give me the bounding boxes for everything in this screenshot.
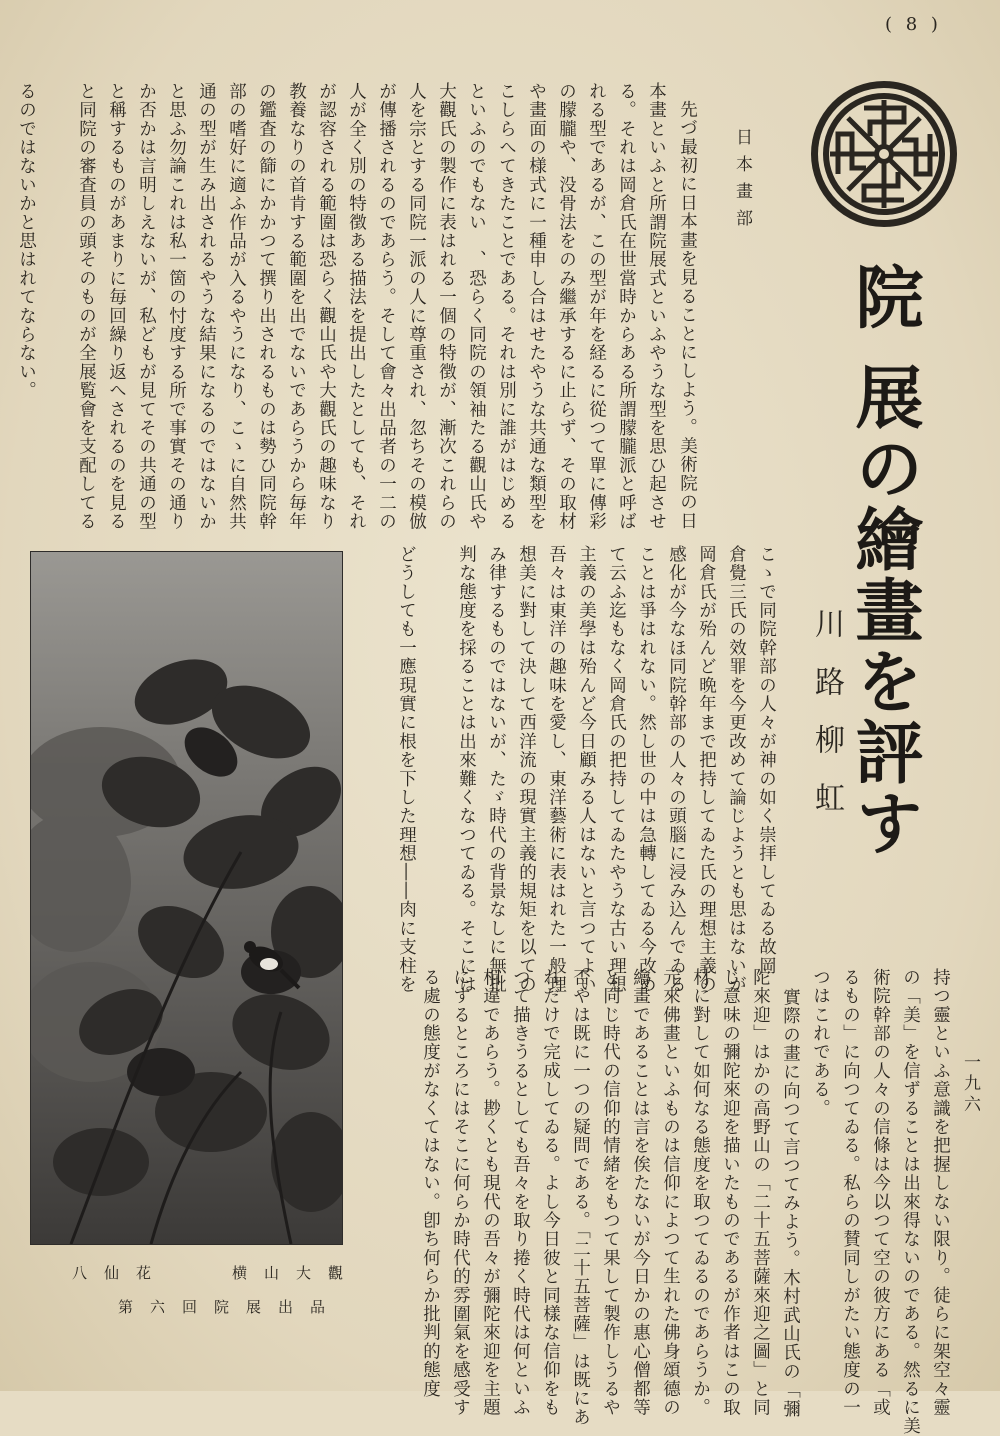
text-column: が傳播されるのであらう。そして會々出品者の一二の <box>376 82 397 531</box>
text-column: と同院の審査員の頭そのものが全展覧會を支配してる <box>76 82 97 531</box>
text-column: 主義の美學は殆んど今日顧みる人はないと言つてよい <box>576 545 597 994</box>
text-column: 想美に對して決して西洋流の現實主義的規矩を以ての <box>516 545 537 994</box>
text-column: か否かは言明しえないが、私どもが見てその共通の型 <box>136 82 157 531</box>
text-column: 相違であらう。尠くとも現代の吾々が彌陀來迎を主題 <box>480 968 501 1417</box>
text-column: と思ふ勿論これは私一箇の忖度する所で事實その通り <box>166 82 187 531</box>
text-column: れる型であるが、この型が年を経るに從つて單に傳彩 <box>586 82 607 531</box>
text-column: 吾々は東洋の趣味を愛し、東洋藝術に表はれた一般理 <box>546 545 567 994</box>
text-column: と同じ時代の信仰的情緒をもつて果して製作しうるや <box>600 968 621 1417</box>
text-column: つはこれである。 <box>810 968 831 1118</box>
text-column: じ意味の彌陀來迎を描いたものであるが作者はこの取 <box>720 968 741 1417</box>
ornament-emblem <box>808 78 960 230</box>
text-column: 術院幹部の人々の信條は今以つて空の彼方にある「或 <box>870 968 891 1417</box>
text-column: 人が全く別の特徴ある描法を提出したとしても、それ <box>346 82 367 531</box>
text-column: る處の態度がなくてはない。卽ち何らか批判的態度 <box>420 968 441 1399</box>
text-column: の「美」を信ずることは出來得ないのである。然るに美 <box>900 968 921 1436</box>
text-column: 判な態度を採ることは出來難くなつてゐる。そこには <box>456 545 477 994</box>
text-column: 感化が今なほ同院幹部の人々の頭腦に浸み込んでゐる <box>666 545 687 994</box>
text-column: といふのでもない 、恐らく同院の領袖たる觀山氏や <box>466 82 487 531</box>
text-column: 否やは既に一つの疑問である。「二十五菩薩」は既にあ <box>570 968 591 1427</box>
text-column: るのではないかと思はれてならない。 <box>16 82 37 400</box>
text-column: るもの」に向つてゐる。私らの賛同しがたい態度の一 <box>840 968 861 1417</box>
text-column: 通の型が生み出されるやうな結果になるのではないか <box>196 82 217 531</box>
text-column: 岡倉氏が殆んど晩年まで把持してゐた氏の理想主義の <box>696 545 717 994</box>
text-column: 陀來迎」はかの高野山の「二十五菩薩來迎之圖」と同 <box>750 968 771 1417</box>
text-column: の鑑査の篩にかかつて撰り出されるものは勢ひ同院幹 <box>256 82 277 531</box>
article-title: 展の繪畫を評す <box>844 362 924 859</box>
text-column: 本畫といふと所謂院展式といふやうな型を思ひ起させ <box>646 82 667 531</box>
page-number-top: ( 8 ) <box>885 14 942 35</box>
text-column: ことは爭はれない。然し世の中は急轉してゐる今改め <box>636 545 657 994</box>
text-column: て云ふ迄もなく岡倉氏の把持してゐたやうな古い理想 <box>606 545 627 994</box>
text-column: の朦朧や、没骨法をのみ繼承するに止らず、その取材 <box>556 82 577 531</box>
hydrangea-painting-image <box>31 552 342 1244</box>
text-column: 大觀氏の製作に表はれる一個の特徴が、漸次これらの <box>436 82 457 531</box>
article-title-first-char: 院 <box>844 262 924 330</box>
text-column: つて描きうるとしても吾々を取り捲く時代は何といふ <box>510 968 531 1417</box>
section-title: 日本畫部 <box>732 128 752 236</box>
text-column: が認容される範圍は恐らく觀山氏や大觀氏の趣味なり <box>316 82 337 531</box>
caption-exhibition: 第 六 回 院 展 出 品 <box>118 1298 327 1316</box>
text-column: る。それは岡倉氏在世當時からある所謂朦朧派と呼ば <box>616 82 637 531</box>
text-column: にするところにはそこに何らか時代的雰圍氣を感受す <box>450 968 471 1417</box>
text-column: 人を宗とする同院一派の人に尊重され、忽ちその模倣 <box>406 82 427 531</box>
text-column: どうしても一應現實に根を下した理想――肉に支柱を <box>396 545 417 994</box>
caption-title-artist: 八 仙 花 横 山 大 觀 <box>72 1264 345 1282</box>
text-column: と稱するものがあまりに毎回繰り返へされるのを見る <box>106 82 127 531</box>
text-column: や畫面の様式に一種申し合はせたやうな共通な類型を <box>526 82 547 531</box>
text-column: れだけで完成してゐる。よし今日彼と同樣な信仰をも <box>540 968 561 1417</box>
text-column: 教養なりの首肯する範圍を出でないであらうから毎年 <box>286 82 307 531</box>
text-column: 材に對して如何なる態度を取つてゐるのであらうか。 <box>690 968 711 1417</box>
text-column: こしらへてきたことである。それは別に誰がはじめる <box>496 82 517 531</box>
text-column: 持つ靈といふ意識を把握しない限り。徒らに架空々靈 <box>930 968 951 1417</box>
text-column: こゝで同院幹部の人々が神の如く崇拝してゐる故岡 <box>756 545 777 976</box>
painting-photo <box>30 551 343 1245</box>
text-column: み律するものではないが、たゞ時代の背景なしに無批 <box>486 545 507 994</box>
text-column: 先づ最初に日本畫を見ることにしよう。美術院の日 <box>677 100 698 531</box>
text-column: 繪畫であることは言を俟たないが今日かの惠心僧都等 <box>630 968 651 1417</box>
key-pattern-icon <box>808 78 960 230</box>
text-column: 元來佛畫といふものは信仰によつて生れた佛身頌德の <box>660 968 681 1417</box>
text-column: 倉覺三氏の效罪を今更改めて論じようとも思はないが <box>726 545 747 994</box>
side-page-number: 一九六 <box>960 1053 980 1116</box>
text-column: 實際の畫に向つて言つてみよう。木村武山氏の「彌 <box>780 988 801 1419</box>
text-column: 部の嗜好に適ふ作品が入るやうになり、こゝに自然共 <box>226 82 247 531</box>
article-author: 川路柳虹 <box>809 608 844 840</box>
